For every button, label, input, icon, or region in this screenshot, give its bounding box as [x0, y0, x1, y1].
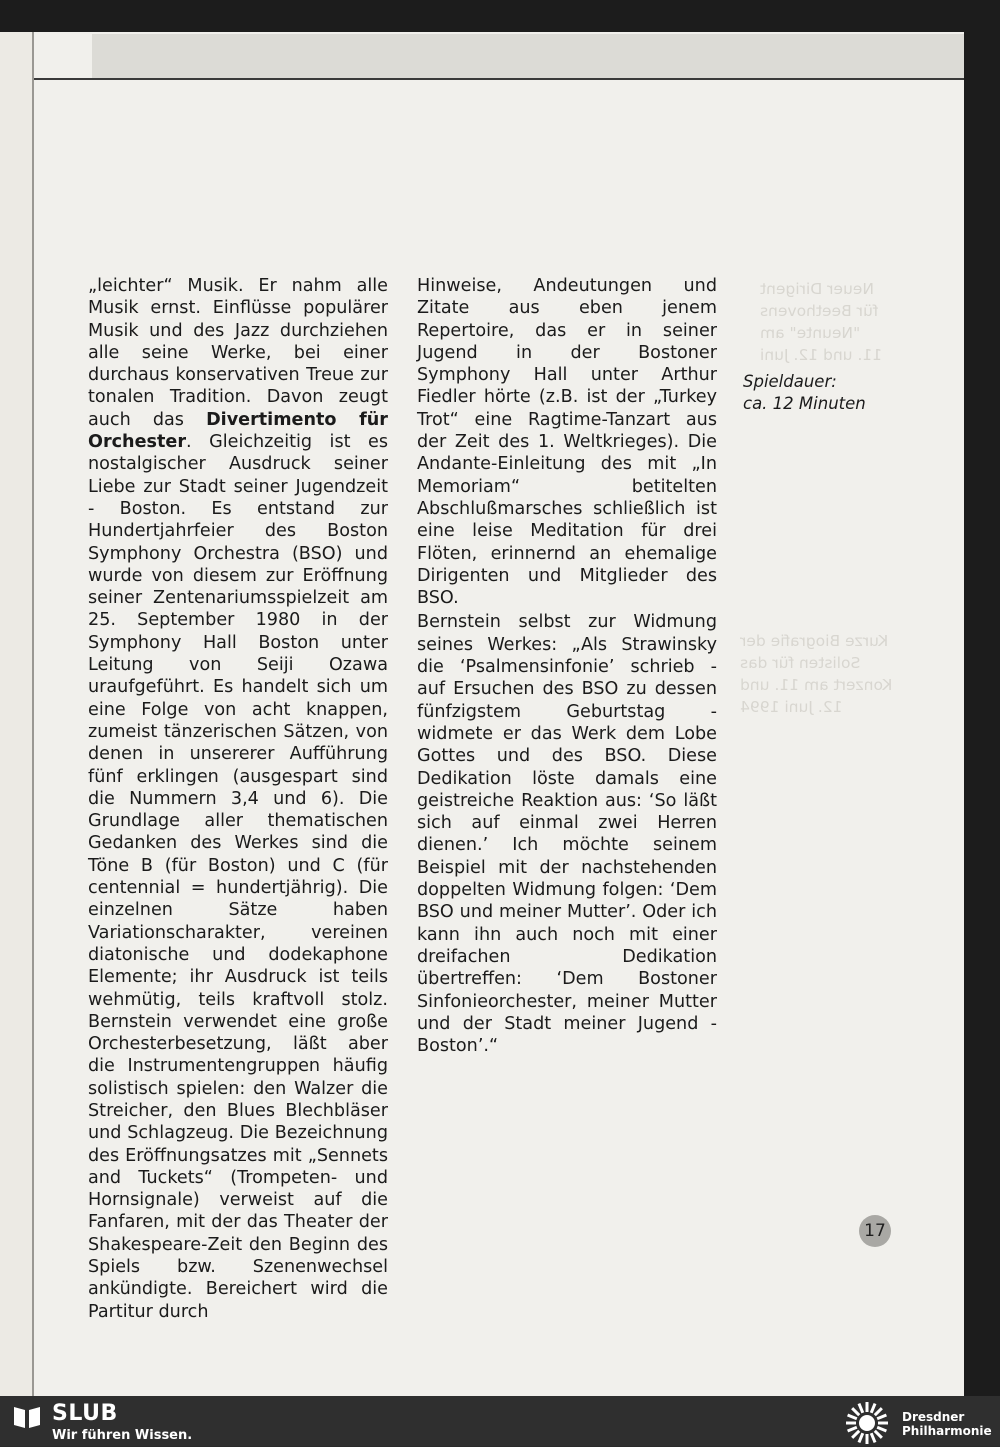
partner-line-1: Dresdner [902, 1410, 965, 1424]
show-through-note-2: Kurze Biografie der Solisten für das Konzert am 11. und 12. Juni 1994 [740, 632, 893, 716]
logo-ray [875, 1408, 882, 1415]
slub-title[interactable]: SLUB [52, 1401, 118, 1426]
top-band [92, 34, 964, 78]
duration-label: Spieldauer: [743, 372, 837, 391]
logo-ray [877, 1427, 886, 1431]
show-through-note-1: Neuer Dirigent für Beethovens "Neunte" am 11. und 12. Juni [760, 280, 883, 364]
column-right-paragraph-1: Hinweise, Andeutungen und Zitate aus eben jenem Repertoire, das er in seiner Jugend in der Bostoner Symphony Hall unter Arthur Fiedler hörte (z.B. ist der „Turkey Trot“ eine Ragtime-Tanzart aus der Zeit des 1. Weltkrieges). Die Andante-Einleitung des mit „In Memoriam“ betitelten Abschlußmarsches schließlich ist eine leise Meditation für drei Flöten, erinnernd an ehemalige Dirigenten und Mitglieder des BSO. [417, 276, 717, 609]
page-number: 17 [859, 1215, 891, 1247]
logo-center [859, 1415, 875, 1431]
column-left-intro: „leichter“ Musik. Er nahm alle Musik ernst. Einflüsse populärer Musik und des Jazz durchziehen alle seine Werke, bei einer durchaus konservativen Treue zur tonalen Tradition. Davon zeugt auch das [88, 276, 388, 430]
left-page-edge [0, 32, 34, 1396]
logo-ray [877, 1415, 886, 1419]
text-column-right [417, 275, 717, 1057]
column-left-body: . Gleichzeitig ist es nostalgischer Ausdruck seiner Liebe zur Stadt seiner Jugendzeit - Boston. Es entstand zur Hundertjahrfeier des Boston Symphony Orchestra (BSO) und wurde von diesem zur Eröffnung seiner Zentenariumsspielzeit am 25. September 1980 in der Symphony Hall Boston unter Leitung von Seiji Ozawa uraufgeführt. Es handelt sich um eine Folge von acht knappen, zumeist tänzerischen Sätzen, von denen in unsererer Aufführung fünf erklingen (ausgespart sind die Nummern 3,4 und 6). Die Grundlage aller thematischen Gedanken des Werkes sind die Töne B (für Boston) und C (für centennial = hundertjährig). Die einzelnen Sätze haben Variationscharakter, vereinen diatonische und dodekaphone Elemente; ihr Ausdruck ist teils wehmütig, teils kraftvoll stolz. Bernstein verwendet eine große Orchesterbesetzung, läßt aber die Instrumentengruppen häufig solistisch spielen: den Walzer die Streicher, den Blues Blechbläser und Schlagzeug. Die Bezeichnung des Eröffnungsatzes mit „Sennets and Tuckets“ (Trompeten- und Hornsignale) verweist auf die Fanfaren, mit der das Theater der Shakespeare-Zeit den Beginn des Spiels bzw. Szenenwechsel ankündigte. Bereichert wird die Partitur durch [88, 432, 388, 1322]
page-fold-line [34, 78, 964, 80]
column-right-paragraph-2: Bernstein selbst zur Widmung seines Werkes: „Als Strawinsky die ‘Psalmensinfonie’ schrieb - auf Ersuchen des BSO zu dessen fünfzigstem Geburtstag - widmete er das Werk dem Lobe Gottes und des BSO. Diese Dedikation löste damals eine geistreiche Reaktion aus: ‘So läßt sich auf einmal zwei Herren dienen.’ Ich möchte seinem Beispiel mit der nachstehenden doppelten Widmung folgen: ‘Dem BSO und meiner Mutter’. Oder ich kann ihn auch noch mit einer dreifachen Dedikation übertreffen: ‘Dem Bostoner Sinfonieorchester, meiner Mutter und der Stadt meiner Jugend - Boston’.“ [417, 612, 717, 1057]
dresdner-philharmonie-logo[interactable] [843, 1399, 891, 1447]
logo-ray [852, 1408, 859, 1415]
logo-ray [859, 1404, 863, 1413]
column-left-paragraph [88, 275, 388, 1323]
logo-ray [871, 1404, 875, 1413]
logo-ray [852, 1431, 859, 1438]
text-column-left [88, 275, 388, 1323]
slub-book-icon [12, 1404, 42, 1430]
partner-name [902, 1410, 992, 1438]
logo-ray [848, 1415, 857, 1419]
work-title: Divertimento für Orchester [88, 409, 388, 453]
slub-subtitle: Wir führen Wissen. [52, 1428, 193, 1443]
sidebar-note [743, 371, 903, 415]
logo-ray [875, 1431, 882, 1438]
logo-ray [859, 1433, 863, 1442]
logo-ray [848, 1427, 857, 1431]
logo-ray [871, 1433, 875, 1442]
duration-value: ca. 12 Minuten [743, 394, 866, 413]
partner-line-2: Philharmonie [902, 1424, 992, 1438]
